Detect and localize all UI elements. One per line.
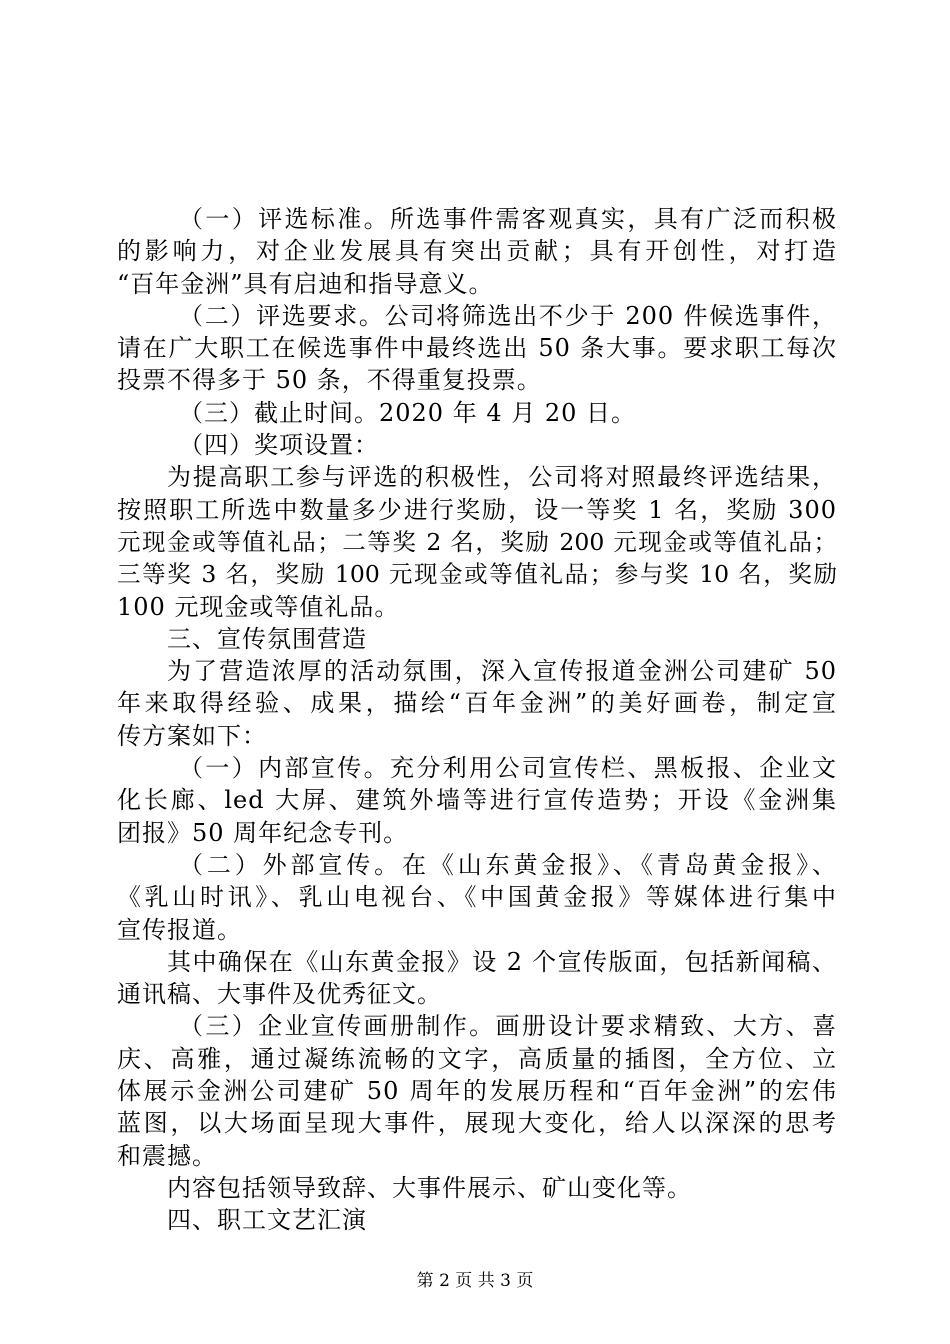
text-line: 化长廊、led 大屏、建筑外墙等进行宣传造势；开设《金洲集 — [117, 786, 837, 815]
text-line: 通讯稿、大事件及优秀征文。 — [117, 980, 442, 1009]
text-line: （二）外部宣传。在《山东黄金报》、《青岛黄金报》、 — [179, 850, 837, 879]
text-line: 年来取得经验、成果，描绘“百年金洲”的美好画卷，制定宣 — [117, 689, 837, 718]
text-line: （三）截止时间。2020 年 4 月 20 日。 — [179, 398, 637, 427]
text-line: 三、宣传氛围营造 — [167, 624, 367, 653]
text-line: 团报》50 周年纪念专刊。 — [117, 818, 409, 847]
document-body — [117, 203, 837, 1237]
text-line: 蓝图，以大场面呈现大事件，展现大变化，给人以深深的思考 — [117, 1109, 837, 1138]
text-line: “百年金洲”具有启迪和指导意义。 — [117, 269, 494, 298]
text-line: （四）奖项设置： — [179, 431, 379, 460]
text-line: （三）企业宣传画册制作。画册设计要求精致、大方、喜 — [179, 1012, 837, 1041]
text-line: 为提高职工参与评选的积极性，公司将对照最终评选结果， — [167, 463, 837, 492]
text-line: 请在广大职工在候选事件中最终选出 50 条大事。要求职工每次 — [117, 334, 837, 363]
text-line: 为了营造浓厚的活动氛围，深入宣传报道金洲公司建矿 50 — [167, 657, 837, 686]
text-line: 的影响力，对企业发展具有突出贡献；具有开创性，对打造 — [117, 237, 837, 266]
text-line: 其中确保在《山东黄金报》设 2 个宣传版面，包括新闻稿、 — [167, 947, 837, 976]
text-line: （一）评选标准。所选事件需客观真实，具有广泛而积极 — [179, 205, 837, 233]
text-line: 三等奖 3 名，奖励 100 元现金或等值礼品；参与奖 10 名，奖励 — [117, 560, 837, 589]
text-line: 100 元现金或等值礼品。 — [117, 592, 400, 621]
text-line: 内容包括领导致辞、大事件展示、矿山变化等。 — [167, 1173, 692, 1202]
text-line: 《乳山时讯》、乳山电视台、《中国黄金报》等媒体进行集中 — [117, 883, 837, 912]
text-line: 元现金或等值礼品；二等奖 2 名，奖励 200 元现金或等值礼品； — [117, 527, 837, 556]
text-line: 和震撼。 — [117, 1141, 217, 1170]
text-line: （二）评选要求。公司将筛选出不少于 200 件候选事件， — [179, 301, 837, 330]
page-footer: 第 2 页 共 3 页 — [416, 1271, 534, 1291]
text-line: 四、职工文艺汇演 — [167, 1206, 367, 1235]
text-line: 按照职工所选中数量多少进行奖励，设一等奖 1 名，奖励 300 — [117, 495, 837, 524]
text-line: 传方案如下： — [117, 721, 267, 750]
text-line: 投票不得多于 50 条，不得重复投票。 — [117, 366, 542, 395]
text-line: 庆、高雅，通过凝练流畅的文字，高质量的插图，全方位、立 — [117, 1044, 837, 1073]
text-line: 宣传报道。 — [117, 915, 242, 944]
text-line: 体展示金洲公司建矿 50 周年的发展历程和“百年金洲”的宏伟 — [117, 1077, 837, 1106]
text-line: （一）内部宣传。充分利用公司宣传栏、黑板报、企业文 — [179, 754, 837, 783]
